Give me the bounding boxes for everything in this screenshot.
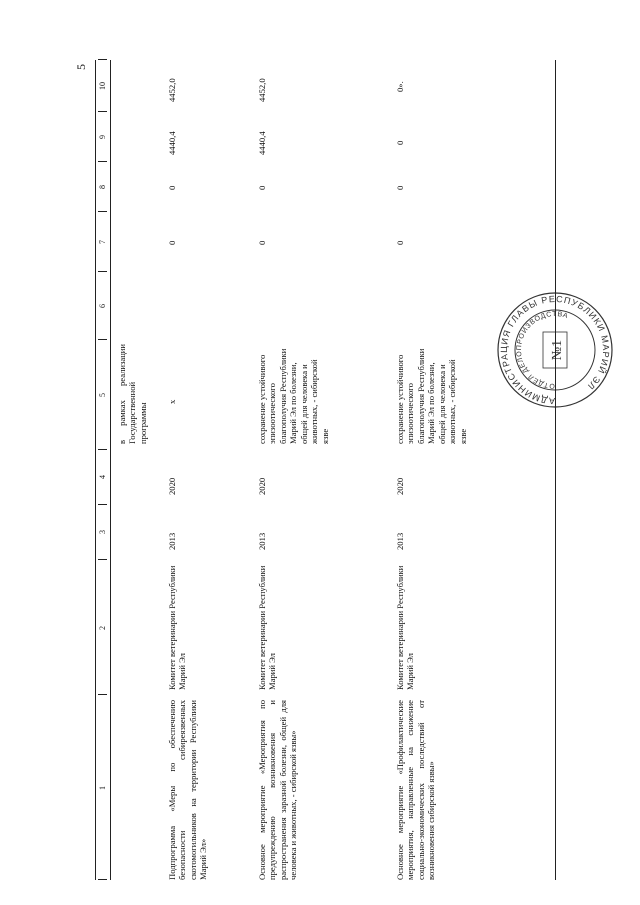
row-2-name: Основное мероприятие «Мероприятия по предупреждению возникновения и распространения заразной болезни, общей для человека и животных, - сибирской язвы»: [257, 700, 299, 880]
tick: [98, 879, 107, 880]
row-1-name: Подпрограмма «Меры по обеспечению безопасности сибиреязвенных скотомогильников на территории Республики Марий Эл»: [167, 700, 209, 880]
row-2-col7: 0: [257, 240, 267, 245]
seal-number: №1: [550, 339, 565, 361]
row-3-col7: 0: [395, 240, 405, 245]
row-2-start-year: 2013: [257, 532, 267, 550]
col-number-7: 7: [98, 240, 107, 244]
row-1-end-year: 2020: [167, 477, 177, 495]
page-number: 5: [74, 64, 88, 70]
row-3-end-year: 2020: [395, 477, 405, 495]
row-1-executor: Комитет ветеринарии Республики Марий Эл: [167, 565, 188, 690]
header-bottom-line: [110, 60, 111, 880]
row-3-col10: 0».: [395, 81, 405, 92]
tick: [98, 271, 107, 272]
tick: [98, 111, 107, 112]
svg-text:АДМИНИСТРАЦИЯ ГЛАВЫ РЕСПУБЛИКИ: АДМИНИСТРАЦИЯ ГЛАВЫ РЕСПУБЛИКИ МАРИЙ ЭЛ: [498, 293, 612, 407]
row-1-col7: 0: [167, 240, 177, 245]
col-number-5: 5: [98, 393, 107, 397]
col-number-10: 10: [98, 82, 107, 90]
row-3-col8: 0: [395, 185, 405, 190]
tick: [98, 694, 107, 695]
rotated-table: [95, 60, 612, 880]
tick: [98, 504, 107, 505]
tick: [98, 161, 107, 162]
col-number-6: 6: [98, 304, 107, 308]
row-3-col9: 0: [395, 140, 405, 145]
tick: [98, 59, 107, 60]
col-number-4: 4: [98, 475, 107, 479]
tick: [98, 339, 107, 340]
row-3-executor: Комитет ветеринарии Республики Марий Эл: [395, 565, 416, 690]
table-bottom-line: [555, 60, 556, 880]
row-1-result: x: [167, 399, 177, 404]
row-1-col9: 4440,4: [167, 131, 177, 155]
row-3-name: Основное мероприятие «Профилактические мероприятия, направленные на снижение социально-экономических последствий от возникновения сибирской язвы»: [395, 700, 437, 880]
row-2-col8: 0: [257, 185, 267, 190]
tick: [98, 449, 107, 450]
svg-text:ОТДЕЛ ДЕЛОПРОИЗВОДСТВА: ОТДЕЛ ДЕЛОПРОИЗВОДСТВА: [515, 310, 570, 390]
col-number-1: 1: [98, 786, 107, 790]
tick: [98, 559, 107, 560]
row-2-end-year: 2020: [257, 477, 267, 495]
continuation-text: в рамках реализации Государственной программы: [117, 344, 148, 444]
row-1-col8: 0: [167, 185, 177, 190]
col-number-3: 3: [98, 530, 107, 534]
row-2-col10: 4452,0: [257, 78, 267, 102]
table-top-line: [95, 60, 96, 880]
row-3-result: сохранение устойчивого эпизоотического благополучия Республики Марий Эл по болезни, общей для человека и животных, - сибирской язве: [395, 348, 468, 444]
row-3-start-year: 2013: [395, 532, 405, 550]
row-2-executor: Комитет ветеринарии Республики Марий Эл: [257, 565, 278, 690]
tick: [98, 211, 107, 212]
col-number-9: 9: [98, 135, 107, 139]
row-1-col10: 4452,0: [167, 78, 177, 102]
row-1-start-year: 2013: [167, 532, 177, 550]
row-2-result: сохранение устойчивого эпизоотического благополучия Республики Марий Эл по болезни, общей для человека и животных, - сибирской язве: [257, 348, 330, 444]
row-2-col9: 4440,4: [257, 131, 267, 155]
col-number-8: 8: [98, 185, 107, 189]
col-number-2: 2: [98, 626, 107, 630]
